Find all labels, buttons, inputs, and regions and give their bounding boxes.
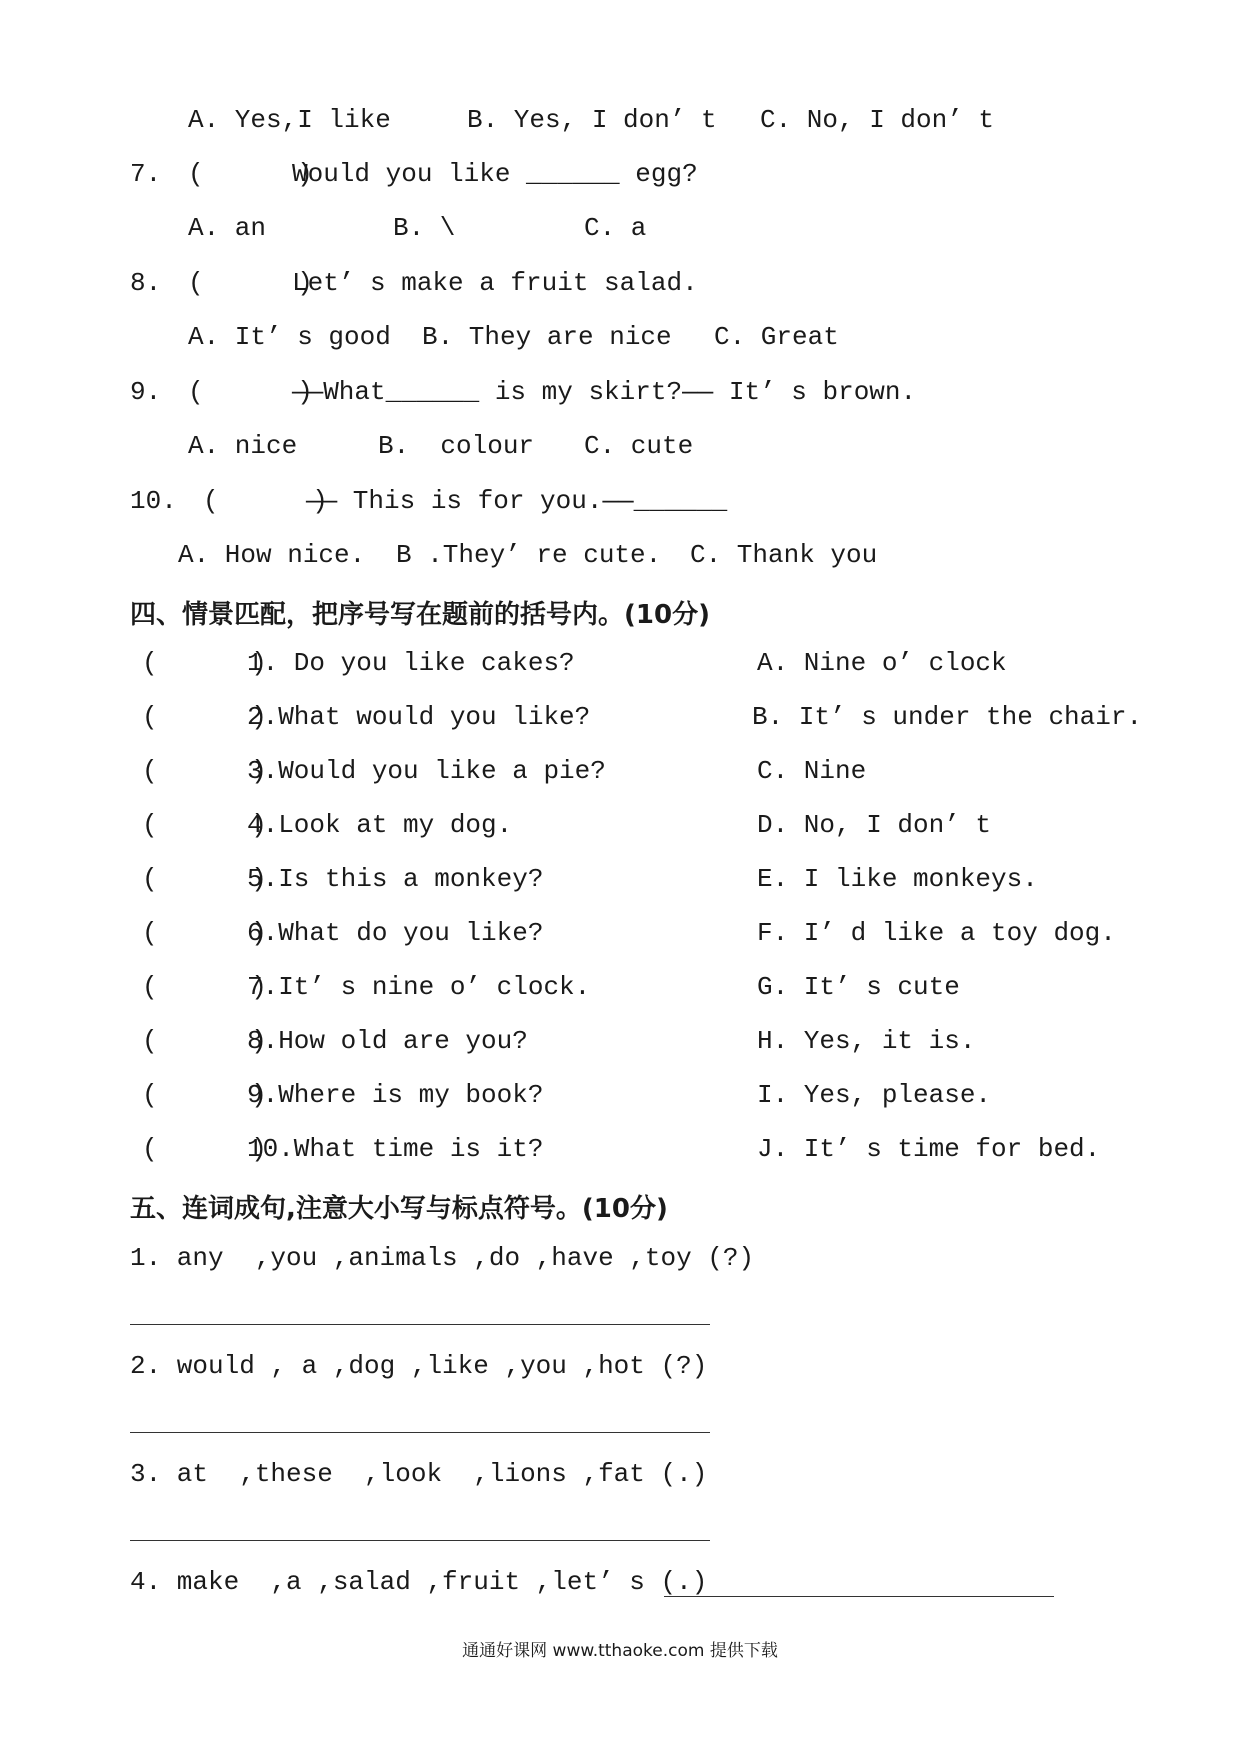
q6-option-b: B. Yes, I don’ t	[467, 105, 717, 135]
reorder-item-2: 2. would , a ,dog ,like ,you ,hot (?)	[130, 1351, 708, 1381]
answer-line-1[interactable]	[130, 1324, 710, 1325]
match-bracket-4[interactable]: ( )	[142, 810, 267, 840]
match-bracket-8[interactable]: ( )	[142, 1026, 267, 1056]
match-answer-j: J. It’ s time for bed.	[757, 1134, 1101, 1164]
match-question-3: 3.Would you like a pie?	[247, 756, 606, 786]
match-question-4: 4.Look at my dog.	[247, 810, 513, 840]
q10-option-c: C. Thank you	[690, 540, 878, 570]
footer-watermark: 通通好课网 www.tthaoke.com 提供下载	[462, 1641, 778, 1661]
section4-heading: 四、情景匹配，把序号写在题前的括号内。(10分)	[130, 600, 710, 630]
reorder-item-3: 3. at ,these ,look ,lions ,fat (.)	[130, 1459, 708, 1489]
q8-question: Let’ s make a fruit salad.	[292, 268, 698, 298]
match-answer-b: B. It’ s under the chair.	[752, 702, 1143, 732]
match-answer-a: A. Nine o’ clock	[757, 648, 1007, 678]
match-question-2: 2.What would you like?	[247, 702, 591, 732]
q9-answer-bracket[interactable]: ( )	[188, 377, 313, 407]
match-question-7: 7.It’ s nine o’ clock.	[247, 972, 591, 1002]
match-question-10: 10.What time is it?	[247, 1134, 544, 1164]
match-answer-e: E. I like monkeys.	[757, 864, 1038, 894]
match-answer-h: H. Yes, it is.	[757, 1026, 976, 1056]
section5-heading: 五、连词成句,注意大小写与标点符号。(10分)	[130, 1194, 668, 1224]
match-bracket-10[interactable]: ( )	[142, 1134, 267, 1164]
match-bracket-2[interactable]: ( )	[142, 702, 267, 732]
match-answer-f: F. I’ d like a toy dog.	[757, 918, 1116, 948]
q9-option-b: B. colour	[378, 431, 535, 461]
match-answer-i: I. Yes, please.	[757, 1080, 992, 1110]
match-question-5: 5.Is this a monkey?	[247, 864, 544, 894]
answer-line-2[interactable]	[130, 1432, 710, 1433]
match-question-6: 6.What do you like?	[247, 918, 544, 948]
q10-answer-bracket[interactable]: ( )	[203, 486, 328, 516]
match-bracket-7[interactable]: ( )	[142, 972, 267, 1002]
q9-option-a: A. nice	[188, 431, 298, 461]
match-answer-c: C. Nine	[757, 756, 867, 786]
q10-number: 10.	[130, 486, 177, 516]
match-bracket-3[interactable]: ( )	[142, 756, 267, 786]
q6-option-c: C. No, I don’ t	[760, 105, 995, 135]
match-bracket-6[interactable]: ( )	[142, 918, 267, 948]
answer-line-3[interactable]	[130, 1540, 710, 1541]
q8-number: 8.	[130, 268, 162, 298]
q8-option-b: B. They are nice	[422, 322, 672, 352]
q7-question: Would you like ______ egg?	[292, 159, 698, 189]
q7-option-a: A. an	[188, 213, 267, 243]
q9-question: ——What______ is my skirt?—— It’ s brown.	[292, 377, 917, 407]
match-question-1: 1. Do you like cakes?	[247, 648, 575, 678]
match-question-8: 8.How old are you?	[247, 1026, 528, 1056]
match-answer-d: D. No, I don’ t	[757, 810, 992, 840]
answer-line-4[interactable]	[664, 1596, 1054, 1597]
q7-answer-bracket[interactable]: ( )	[188, 159, 313, 189]
q10-option-a: A. How nice.	[178, 540, 366, 570]
q7-option-c: C. a	[584, 213, 647, 243]
q10-question: —— This is for you.——______	[306, 486, 728, 516]
match-bracket-5[interactable]: ( )	[142, 864, 267, 894]
q7-option-b: B. \	[393, 213, 456, 243]
q8-answer-bracket[interactable]: ( )	[188, 268, 313, 298]
q8-option-c: C. Great	[714, 322, 839, 352]
reorder-item-1: 1. any ,you ,animals ,do ,have ,toy (?)	[130, 1243, 755, 1273]
match-bracket-1[interactable]: ( )	[142, 648, 267, 678]
q6-option-a: A. Yes,I like	[188, 105, 391, 135]
q9-number: 9.	[130, 377, 162, 407]
q7-number: 7.	[130, 159, 162, 189]
q10-option-b: B .They’ re cute.	[396, 540, 662, 570]
match-question-9: 9.Where is my book?	[247, 1080, 544, 1110]
reorder-item-4: 4. make ,a ,salad ,fruit ,let’ s (.)	[130, 1567, 708, 1597]
match-bracket-9[interactable]: ( )	[142, 1080, 267, 1110]
q9-option-c: C. cute	[584, 431, 694, 461]
q8-option-a: A. It’ s good	[188, 322, 391, 352]
match-answer-g: G. It’ s cute	[757, 972, 960, 1002]
